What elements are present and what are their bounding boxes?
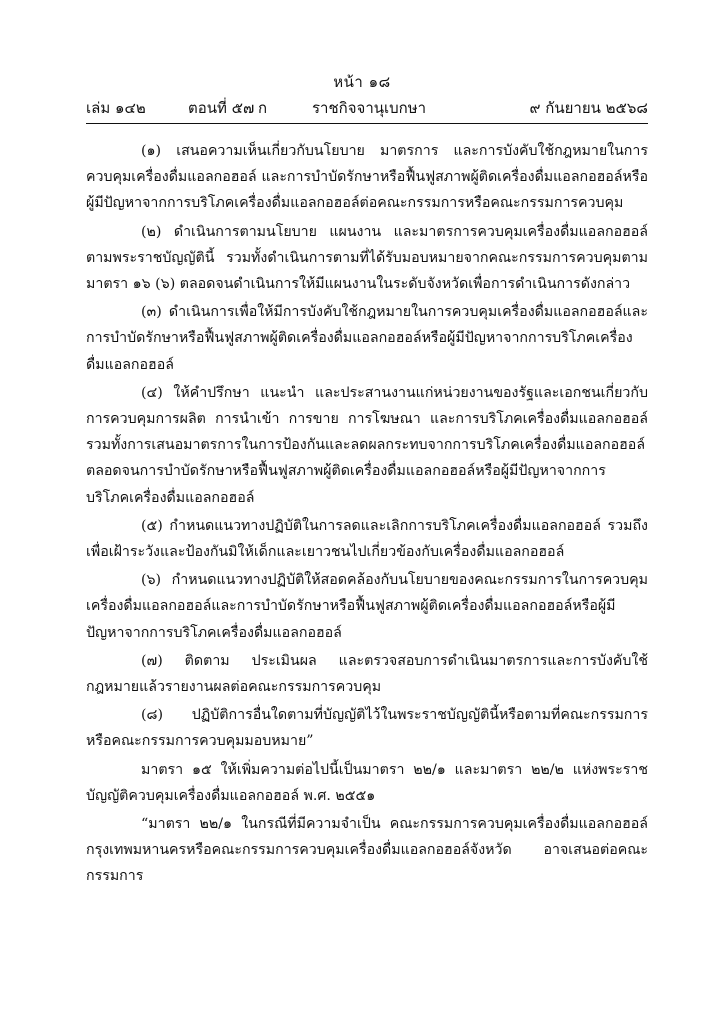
section-number: ตอนที่ ๕๗	[188, 99, 255, 117]
document-body	[86, 138, 648, 892]
gazette-header	[86, 96, 648, 120]
section-15: มาตรา ๑๕ ให้เพิ่มความต่อไปนี้เป็นมาตรา ๒๒/๑ และมาตรา ๒๒/๒ แห่งพระราชบัญญัติควบคุมเครื่องดื่มแอลกอฮอล์ พ.ศ. ๒๕๕๑	[86, 761, 648, 804]
header-divider	[86, 123, 648, 124]
clause-6: (๖) กำหนดแนวทางปฏิบัติให้สอดคล้องกับนโยบายของคณะกรรมการในการควบคุมเครื่องดื่มแอลกอฮอล์และการบำบัดรักษาหรือฟื้นฟูสภาพผู้ติดเครื่องดื่มแอลกอฮอล์หรือผู้มีปัญหาจากการบริโภคเครื่องดื่มแอลกอฮอล์	[86, 572, 648, 641]
clause-7: (๗) ติดตาม ประเมินผล และตรวจสอบการดำเนินมาตรการและการบังคับใช้กฎหมายแล้วรายงานผลต่อคณะกรรมการควบคุม	[86, 652, 648, 696]
clause-1: (๑) เสนอความเห็นเกี่ยวกับนโยบาย มาตรการ และการบังคับใช้กฎหมายในการควบคุมเครื่องดื่มแอลกอฮอล์ และการบำบัดรักษาหรือฟื้นฟูสภาพผู้ติดเครื่องดื่มแอลกอฮอล์หรือผู้มีปัญหาจากการบริโภคเครื่องดื่มแอลกอฮอล์ต่อคณะกรรมการหรือคณะกรรมการควบคุม	[86, 143, 648, 212]
clause-3: (๓) ดำเนินการเพื่อให้มีการบังคับใช้กฎหมายในการควบคุมเครื่องดื่มแอลกอฮอล์และการบำบัดรักษาหรือฟื้นฟูสภาพผู้ติดเครื่องดื่มแอลกอฮอล์หรือผู้มีปัญหาจากการบริโภคเครื่องดื่มแอลกอฮอล์	[86, 304, 648, 373]
page-number: หน้า ๑๘	[333, 73, 391, 91]
clause-5: (๕) กำหนดแนวทางปฏิบัติในการลดและเลิกการบริโภคเครื่องดื่มแอลกอฮอล์ รวมถึงเพื่อเฝ้าระวังและป้องกันมิให้เด็กและเยาวชนไปเกี่ยวข้องกับเครื่องดื่มแอลกอฮอล์	[86, 517, 648, 561]
volume-number: เล่ม ๑๔๒	[86, 99, 146, 117]
part-letter: ก	[258, 99, 268, 117]
section-22-1: “มาตรา ๒๒/๑ ในกรณีที่มีความจำเป็น คณะกรรมการควบคุมเครื่องดื่มแอลกอฮอล์กรุงเทพมหานครหรือคณะกรรมการควบคุมเครื่องดื่มแอลกอฮอล์จังหวัด อาจเสนอต่อคณะกรรมการ	[86, 816, 648, 885]
clause-4: (๔) ให้คำปรึกษา แนะนำ และประสานงานแก่หน่วยงานของรัฐและเอกชนเกี่ยวกับการควบคุมการผลิต การนำเข้า การขาย การโฆษณา และการบริโภคเครื่องดื่มแอลกอฮอล์ รวมทั้งการเสนอมาตรการในการป้องกันและลดผลกระทบจากการบริโภคเครื่องดื่มแอลกอฮอล์ ตลอดจนการบำบัดรักษาหรือฟื้นฟูสภาพผู้ติดเครื่องดื่มแอลกอฮอล์หรือผู้มีปัญหาจากการบริโภคเครื่องดื่มแอลกอฮอล์	[86, 384, 648, 506]
clause-2: (๒) ดำเนินการตามนโยบาย แผนงาน และมาตรการควบคุมเครื่องดื่มแอลกอฮอล์ตามพระราชบัญญัตินี้ รวมทั้งดำเนินการตามที่ได้รับมอบหมายจากคณะกรรมการควบคุมตามมาตรา ๑๖ (๖) ตลอดจนดำเนินการให้มีแผนงานในระดับจังหวัดเพื่อการดำเนินการดังกล่าว	[86, 223, 648, 293]
gazette-name: ราชกิจจานุเบกษา	[312, 99, 427, 117]
clause-8: (๘) ปฏิบัติการอื่นใดตามที่บัญญัติไว้ในพระราชบัญญัตินี้หรือตามที่คณะกรรมการหรือคณะกรรมการควบคุมมอบหมาย”	[86, 707, 648, 750]
publication-date: ๙ กันยายน ๒๕๖๘	[529, 99, 648, 117]
